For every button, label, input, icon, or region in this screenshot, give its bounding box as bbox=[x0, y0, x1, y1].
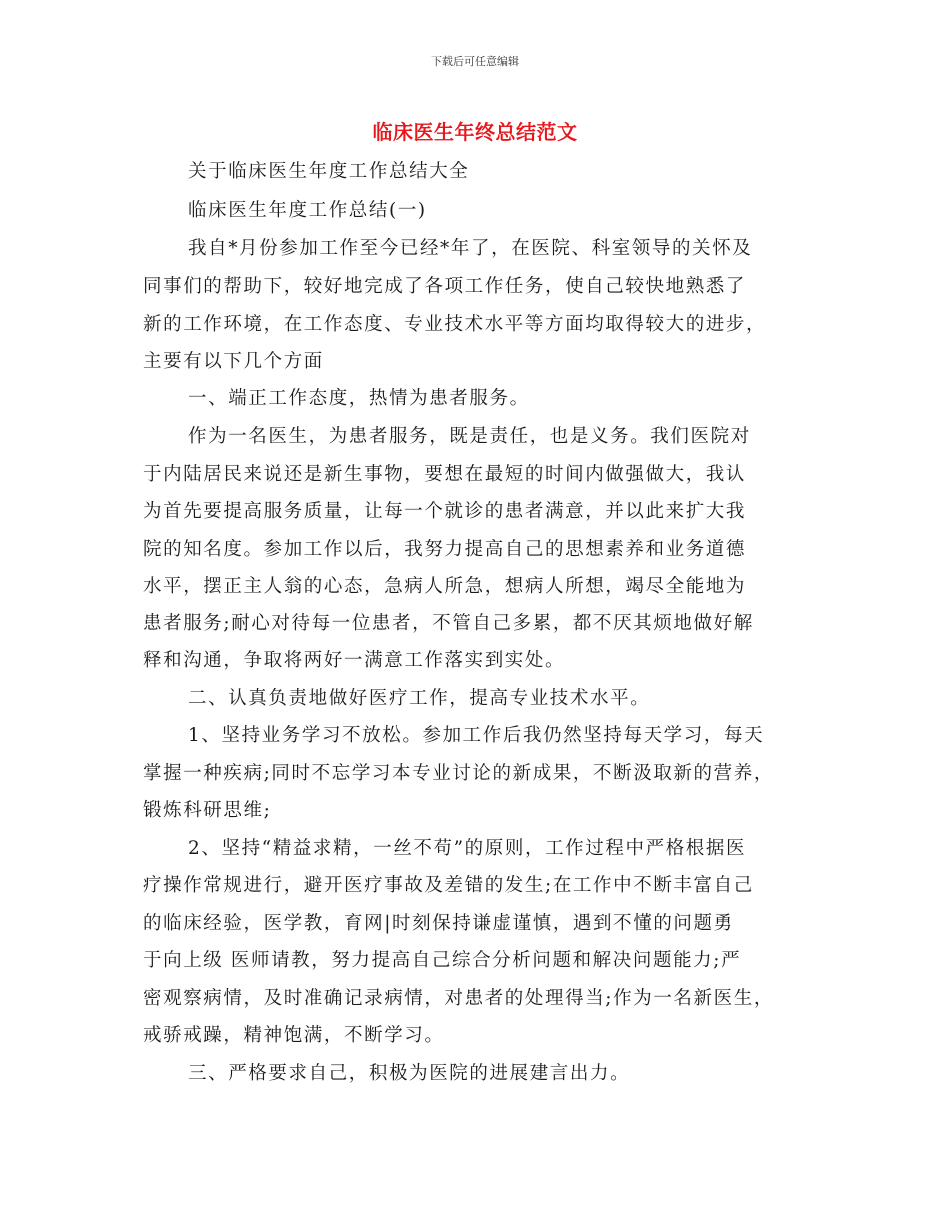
paragraph-line: 释和沟通，争取将两好一满意工作落实到实处。 bbox=[143, 650, 566, 671]
section-heading: 临床医生年度工作总结(一) bbox=[188, 200, 427, 221]
paragraph-line: 院的知名度。参加工作以后，我努力提高自己的思想素养和业务道德 bbox=[143, 539, 747, 560]
paragraph-line: 1、坚持业务学习不放松。参加工作后我仍然坚持每天学习，每天 bbox=[188, 725, 765, 746]
paragraph-line: 同事们的帮助下，较好地完成了各项工作任务，使自己较快地熟悉了 bbox=[143, 276, 747, 297]
paragraph-line: 我自*月份参加工作至今已经*年了，在医院、科室领导的关怀及 bbox=[188, 238, 753, 259]
paragraph-line: 为首先要提高服务质量，让每一个就诊的患者满意，并以此来扩大我 bbox=[143, 501, 747, 522]
paragraph-line: 戒骄戒躁，精神饱满，不断学习。 bbox=[143, 1025, 445, 1046]
document-title: 临床医生年终总结范文 bbox=[372, 120, 578, 144]
paragraph-line: 的临床经验，医学教，育网|时刻保持谦虚谨慎，遇到不懂的问题勇 bbox=[143, 913, 734, 934]
paragraph-line: 疗操作常规进行，避开医疗事故及差错的发生;在工作中不断丰富自己 bbox=[143, 875, 754, 896]
section-heading: 三、严格要求自己，积极为医院的进展建言出力。 bbox=[188, 1063, 631, 1084]
section-heading: 二、认真负责地做好医疗工作，提高专业技术水平。 bbox=[188, 688, 651, 709]
paragraph-line: 掌握一种疾病;同时不忘学习本专业讨论的新成果，不断汲取新的营养， bbox=[143, 763, 774, 784]
paragraph-line: 密观察病情，及时准确记录病情，对患者的处理得当;作为一名新医生， bbox=[143, 988, 774, 1009]
paragraph-line: 于向上级 医师请教，努力提高自己综合分析问题和解决问题能力;严 bbox=[143, 950, 742, 971]
paragraph-line: 于内陆居民来说还是新生事物，要想在最短的时间内做强做大，我认 bbox=[143, 464, 747, 485]
subtitle-line: 关于临床医生年度工作总结大全 bbox=[188, 161, 470, 182]
paragraph-line: 作为一名医生，为患者服务，既是责任，也是义务。我们医院对 bbox=[188, 426, 751, 447]
paragraph-line: 锻炼科研思维; bbox=[143, 800, 272, 821]
paragraph-line: 2、坚持“精益求精，一丝不苟”的原则，工作过程中严格根据医 bbox=[188, 838, 747, 859]
paragraph-line: 新的工作环境，在工作态度、专业技术水平等方面均取得较大的进步， bbox=[143, 314, 767, 335]
paragraph-line: 水平，摆正主人翁的心态，急病人所急，想病人所想，竭尽全能地为 bbox=[143, 576, 747, 597]
section-heading: 一、端正工作态度，热情为患者服务。 bbox=[188, 388, 530, 409]
paragraph-line: 主要有以下几个方面 bbox=[143, 351, 324, 372]
paragraph-line: 患者服务;耐心对待每一位患者，不管自己多累，都不厌其烦地做好解 bbox=[143, 613, 754, 634]
page-header: 下载后可任意编辑 bbox=[431, 55, 519, 68]
